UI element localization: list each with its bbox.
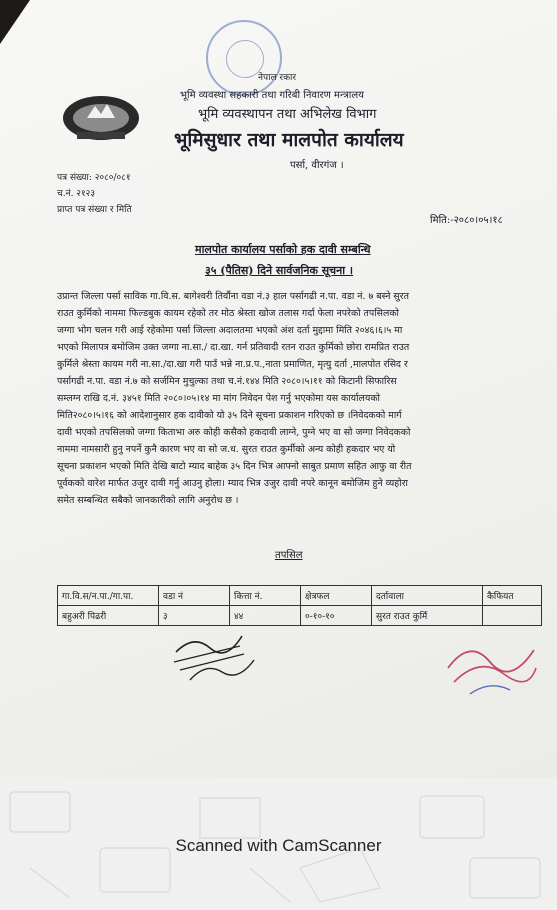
table-cell: ३ <box>159 606 230 626</box>
details-heading: तपसिल <box>275 550 303 561</box>
land-details-table <box>57 585 542 626</box>
body-line: पूर्वकको वारेश मार्फत उजुर दावी गर्नु आउनु होला। म्याद भित्र उजुर दावी नपरे कानून बमोजिम हुने व्यहोरा <box>57 478 408 489</box>
body-line: भएको मिलापत्र बमोजिम उक्त जग्गा ना.सा./ दा.खा. गर्न प्रतिवादी रतन राउत कुर्मिको छोरा रामप्रित राउत <box>57 342 410 353</box>
table-header-cell: दर्तावाला <box>372 586 483 606</box>
table-cell: ४४ <box>230 606 301 626</box>
department-name: भूमि व्यवस्थापन तथा अभिलेख विभाग <box>198 107 377 122</box>
body-line: जग्गा भोग चलन गरी आई रहेकोमा पर्सा जिल्ला अदालतमा भएको अंश दर्ता मुद्दामा मिति २०४६।६।५ मा <box>57 325 403 336</box>
notice-title-line1: मालपोत कार्यालय पर्साको हक दावी सम्बन्धि <box>195 243 371 256</box>
table-row <box>58 606 542 626</box>
official-seal-stamp <box>206 20 282 96</box>
office-name: भूमिसुधार तथा मालपोत कार्यालय <box>174 129 404 151</box>
table-cell: बहुअरी पिढरी <box>58 606 159 626</box>
handwritten-signature-right <box>440 628 540 702</box>
table-header-cell: क्षेत्रफल <box>301 586 372 606</box>
body-line: नाममा नामसारी हुनु नपर्ने कुनै कारण भए वा सो ज.ध. सुरत राउत कुर्मीको अन्य कोही हकदार भए यो <box>57 444 396 455</box>
body-line: उप्रान्त जिल्ला पर्सा साविक गा.वि.स. बागेश्वरी तिर्वौना वडा नं.३ हाल पर्सागढी न.पा. वडा नं. ७ बस्ने सुरत <box>57 291 409 302</box>
body-line: पर्सागढी न.पा. वडा नं.७ को सर्जमिन मुचुल्का तथा च.नं.१४४ मिति २०८०।५।११ को किटानी सिफारिस <box>57 376 397 387</box>
table-cell <box>483 606 542 626</box>
notice-title-line2: ३५ (पैतिस) दिने सार्वजनिक सूचना । <box>205 264 354 277</box>
seal-text: नेपाल रकार <box>258 73 297 83</box>
received-letter-info: प्राप्त पत्र संख्या र मिति <box>57 205 132 215</box>
table-header-cell: कित्ता नं. <box>230 586 301 606</box>
body-line: कुर्मिले श्रेस्ता कायम गरी ना.सा./दा.खा गरी पाउँ भन्ने ना.प्र.प.,नाता प्रमाणित, मृत्यु दर्ता ,मालपोत रसिद र <box>57 359 408 370</box>
letter-number: पत्र संख्या: २०८०/०८१ <box>57 173 131 183</box>
body-line: राउत कुर्मिको नाममा फिल्डबुक कायम रहेको तर मोठ श्रेस्ता खोज तलास गर्दा फेला नपरेको तपसिलको <box>57 308 399 319</box>
dark-corner <box>0 0 30 44</box>
body-line: मिति२०८०।५।१६ को आदेशानुसार हक दावीको यो ३५ दिने सूचना प्रकाशन गरिएको छ ।निवेदकको मार्ग <box>57 410 402 421</box>
table-header-cell: गा.वि.स/न.पा./गा.पा. <box>58 586 159 606</box>
body-line: सूचना प्रकाशन भएको मिति देखि बाटो म्याद बाहेक ३५ दिन भित्र आफ्नो साबुत प्रमाण सहित आफु वा रीत <box>57 461 412 472</box>
table-header-cell: वडा नं <box>159 586 230 606</box>
office-location: पर्सा, वीरगंज । <box>290 160 344 171</box>
table-header-cell: कैफियत <box>483 586 542 606</box>
handwritten-signature-left <box>170 628 260 692</box>
dispatch-number: च.नं. २१२३ <box>57 189 96 199</box>
body-line: दावी भएको तपसिलको जग्गा किताभा अरु कोही कसैको हकदावी लाग्ने, पुग्ने भए वा सो जग्गा निवेदकको <box>57 427 411 438</box>
table-cell: ०-१०-१० <box>301 606 372 626</box>
camscanner-label: Scanned with CamScanner <box>175 836 382 855</box>
notice-body <box>57 288 557 509</box>
government-emblem-icon <box>57 88 145 144</box>
scanner-footer <box>0 778 557 910</box>
table-header-row <box>58 586 542 606</box>
body-line: समेत सम्बन्धित सबैको जानकारीको लागि अनुरोध छ । <box>57 495 239 506</box>
notice-date: मिति:-२०८०।०५।१८ <box>430 215 503 226</box>
body-line: सम्लग्न राखि द.नं. ३४५१ मिति २०८०।०५।१४ मा मांग निवेदन पेश गर्नु भएकोमा यस कार्यालयको <box>57 393 380 404</box>
ministry-name: भूमि व्यवस्था सहकारी तथा गरिबी निवारण मन्त्रालय <box>180 90 364 101</box>
table-cell: सुरत राउत कुर्मि <box>372 606 483 626</box>
